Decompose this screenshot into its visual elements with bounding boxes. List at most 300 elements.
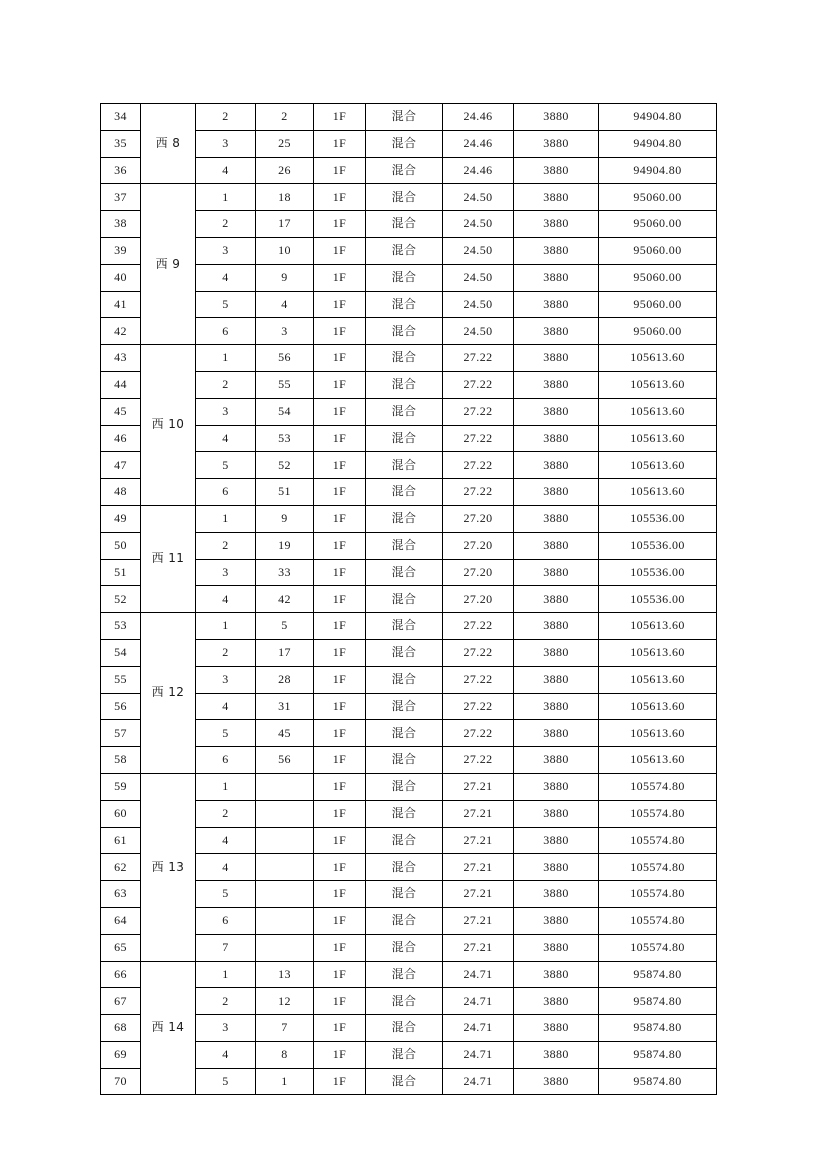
cell-unit-number: 4 xyxy=(196,693,256,720)
cell-structure-type: 混合 xyxy=(366,505,443,532)
cell-total-amount: 105574.80 xyxy=(599,800,717,827)
cell-unit-price: 3880 xyxy=(514,800,599,827)
cell-sequence-number: 55 xyxy=(101,666,141,693)
cell-area: 27.22 xyxy=(443,452,514,479)
cell-sequence-number: 41 xyxy=(101,291,141,318)
cell-total-amount: 105613.60 xyxy=(599,693,717,720)
cell-sequence-number: 62 xyxy=(101,854,141,881)
cell-unit-price: 3880 xyxy=(514,881,599,908)
table-row xyxy=(101,613,717,640)
cell-unit-number: 6 xyxy=(196,907,256,934)
cell-area: 27.22 xyxy=(443,693,514,720)
cell-sequence-number: 54 xyxy=(101,639,141,666)
cell-floor: 1F xyxy=(314,479,366,506)
cell-floor: 1F xyxy=(314,854,366,881)
cell-sequence-number: 40 xyxy=(101,264,141,291)
cell-unit-price: 3880 xyxy=(514,345,599,372)
cell-structure-type: 混合 xyxy=(366,854,443,881)
cell-unit-number: 2 xyxy=(196,211,256,238)
cell-sequence-number: 51 xyxy=(101,559,141,586)
cell-structure-type: 混合 xyxy=(366,291,443,318)
cell-sequence-number: 53 xyxy=(101,613,141,640)
cell-room-number xyxy=(256,800,314,827)
cell-total-amount: 94904.80 xyxy=(599,104,717,131)
cell-unit-number: 5 xyxy=(196,452,256,479)
building-group-cell: 西 10 xyxy=(141,345,196,506)
cell-area: 27.20 xyxy=(443,586,514,613)
cell-floor: 1F xyxy=(314,827,366,854)
cell-total-amount: 105613.60 xyxy=(599,371,717,398)
cell-sequence-number: 58 xyxy=(101,747,141,774)
cell-total-amount: 105613.60 xyxy=(599,720,717,747)
cell-area: 24.46 xyxy=(443,157,514,184)
cell-floor: 1F xyxy=(314,211,366,238)
cell-area: 27.21 xyxy=(443,827,514,854)
cell-area: 27.20 xyxy=(443,505,514,532)
cell-total-amount: 105574.80 xyxy=(599,881,717,908)
cell-area: 27.22 xyxy=(443,613,514,640)
cell-unit-number: 4 xyxy=(196,157,256,184)
cell-total-amount: 105574.80 xyxy=(599,907,717,934)
cell-sequence-number: 65 xyxy=(101,934,141,961)
cell-room-number: 56 xyxy=(256,747,314,774)
cell-room-number: 18 xyxy=(256,184,314,211)
cell-structure-type: 混合 xyxy=(366,237,443,264)
cell-floor: 1F xyxy=(314,773,366,800)
cell-unit-price: 3880 xyxy=(514,639,599,666)
cell-unit-price: 3880 xyxy=(514,211,599,238)
cell-area: 24.46 xyxy=(443,104,514,131)
cell-sequence-number: 50 xyxy=(101,532,141,559)
cell-floor: 1F xyxy=(314,693,366,720)
cell-total-amount: 95060.00 xyxy=(599,318,717,345)
cell-sequence-number: 52 xyxy=(101,586,141,613)
cell-unit-price: 3880 xyxy=(514,264,599,291)
cell-area: 24.46 xyxy=(443,130,514,157)
cell-sequence-number: 35 xyxy=(101,130,141,157)
cell-unit-price: 3880 xyxy=(514,693,599,720)
cell-area: 27.22 xyxy=(443,720,514,747)
table-row xyxy=(101,961,717,988)
cell-area: 24.50 xyxy=(443,291,514,318)
cell-floor: 1F xyxy=(314,452,366,479)
cell-sequence-number: 69 xyxy=(101,1041,141,1068)
cell-structure-type: 混合 xyxy=(366,211,443,238)
building-group-cell: 西 12 xyxy=(141,613,196,774)
cell-total-amount: 95060.00 xyxy=(599,291,717,318)
cell-sequence-number: 37 xyxy=(101,184,141,211)
cell-floor: 1F xyxy=(314,291,366,318)
cell-total-amount: 105574.80 xyxy=(599,854,717,881)
cell-unit-price: 3880 xyxy=(514,613,599,640)
cell-floor: 1F xyxy=(314,586,366,613)
cell-room-number xyxy=(256,881,314,908)
cell-unit-price: 3880 xyxy=(514,452,599,479)
cell-unit-price: 3880 xyxy=(514,854,599,881)
cell-room-number xyxy=(256,854,314,881)
cell-unit-price: 3880 xyxy=(514,237,599,264)
cell-structure-type: 混合 xyxy=(366,559,443,586)
cell-area: 27.20 xyxy=(443,559,514,586)
cell-unit-price: 3880 xyxy=(514,479,599,506)
cell-unit-price: 3880 xyxy=(514,961,599,988)
cell-unit-number: 5 xyxy=(196,1068,256,1095)
cell-structure-type: 混合 xyxy=(366,184,443,211)
cell-area: 27.20 xyxy=(443,532,514,559)
cell-total-amount: 105613.60 xyxy=(599,639,717,666)
cell-floor: 1F xyxy=(314,532,366,559)
cell-total-amount: 105574.80 xyxy=(599,827,717,854)
cell-sequence-number: 64 xyxy=(101,907,141,934)
cell-structure-type: 混合 xyxy=(366,907,443,934)
cell-total-amount: 95060.00 xyxy=(599,184,717,211)
cell-structure-type: 混合 xyxy=(366,345,443,372)
cell-structure-type: 混合 xyxy=(366,371,443,398)
cell-unit-price: 3880 xyxy=(514,907,599,934)
cell-unit-number: 4 xyxy=(196,827,256,854)
cell-total-amount: 105574.80 xyxy=(599,934,717,961)
cell-floor: 1F xyxy=(314,747,366,774)
cell-sequence-number: 56 xyxy=(101,693,141,720)
cell-sequence-number: 59 xyxy=(101,773,141,800)
cell-unit-price: 3880 xyxy=(514,130,599,157)
cell-structure-type: 混合 xyxy=(366,934,443,961)
cell-unit-number: 1 xyxy=(196,505,256,532)
cell-unit-price: 3880 xyxy=(514,666,599,693)
table-row xyxy=(101,505,717,532)
cell-room-number: 12 xyxy=(256,988,314,1015)
cell-sequence-number: 39 xyxy=(101,237,141,264)
cell-structure-type: 混合 xyxy=(366,827,443,854)
cell-total-amount: 105613.60 xyxy=(599,398,717,425)
cell-area: 24.71 xyxy=(443,1041,514,1068)
cell-floor: 1F xyxy=(314,934,366,961)
cell-unit-number: 5 xyxy=(196,720,256,747)
cell-structure-type: 混合 xyxy=(366,479,443,506)
cell-area: 27.21 xyxy=(443,934,514,961)
cell-floor: 1F xyxy=(314,237,366,264)
cell-unit-number: 1 xyxy=(196,773,256,800)
cell-structure-type: 混合 xyxy=(366,693,443,720)
cell-structure-type: 混合 xyxy=(366,800,443,827)
cell-structure-type: 混合 xyxy=(366,398,443,425)
cell-unit-number: 3 xyxy=(196,1015,256,1042)
cell-room-number: 33 xyxy=(256,559,314,586)
cell-total-amount: 95874.80 xyxy=(599,1041,717,1068)
cell-unit-price: 3880 xyxy=(514,1015,599,1042)
cell-unit-price: 3880 xyxy=(514,318,599,345)
cell-room-number xyxy=(256,827,314,854)
cell-room-number: 4 xyxy=(256,291,314,318)
cell-area: 24.71 xyxy=(443,988,514,1015)
cell-room-number: 25 xyxy=(256,130,314,157)
cell-total-amount: 105613.60 xyxy=(599,747,717,774)
cell-total-amount: 105613.60 xyxy=(599,479,717,506)
cell-unit-price: 3880 xyxy=(514,988,599,1015)
cell-total-amount: 105613.60 xyxy=(599,613,717,640)
cell-floor: 1F xyxy=(314,907,366,934)
cell-unit-number: 2 xyxy=(196,988,256,1015)
cell-area: 27.22 xyxy=(443,639,514,666)
cell-total-amount: 95874.80 xyxy=(599,988,717,1015)
cell-sequence-number: 38 xyxy=(101,211,141,238)
cell-unit-number: 2 xyxy=(196,104,256,131)
cell-total-amount: 105613.60 xyxy=(599,425,717,452)
cell-area: 27.22 xyxy=(443,398,514,425)
cell-unit-price: 3880 xyxy=(514,747,599,774)
cell-structure-type: 混合 xyxy=(366,613,443,640)
cell-unit-price: 3880 xyxy=(514,371,599,398)
cell-unit-price: 3880 xyxy=(514,532,599,559)
cell-unit-number: 3 xyxy=(196,398,256,425)
cell-floor: 1F xyxy=(314,881,366,908)
cell-room-number: 54 xyxy=(256,398,314,425)
cell-total-amount: 94904.80 xyxy=(599,157,717,184)
cell-room-number: 5 xyxy=(256,613,314,640)
cell-floor: 1F xyxy=(314,130,366,157)
cell-unit-price: 3880 xyxy=(514,827,599,854)
cell-unit-number: 6 xyxy=(196,479,256,506)
cell-unit-price: 3880 xyxy=(514,398,599,425)
cell-unit-price: 3880 xyxy=(514,1041,599,1068)
cell-floor: 1F xyxy=(314,800,366,827)
cell-structure-type: 混合 xyxy=(366,881,443,908)
cell-area: 27.22 xyxy=(443,747,514,774)
cell-area: 27.22 xyxy=(443,666,514,693)
cell-unit-number: 5 xyxy=(196,291,256,318)
cell-structure-type: 混合 xyxy=(366,532,443,559)
cell-area: 24.71 xyxy=(443,1068,514,1095)
building-group-cell: 西 8 xyxy=(141,104,196,184)
cell-floor: 1F xyxy=(314,1068,366,1095)
cell-floor: 1F xyxy=(314,398,366,425)
cell-floor: 1F xyxy=(314,720,366,747)
cell-sequence-number: 47 xyxy=(101,452,141,479)
cell-sequence-number: 67 xyxy=(101,988,141,1015)
cell-structure-type: 混合 xyxy=(366,988,443,1015)
cell-room-number xyxy=(256,907,314,934)
cell-structure-type: 混合 xyxy=(366,720,443,747)
cell-floor: 1F xyxy=(314,345,366,372)
cell-unit-number: 7 xyxy=(196,934,256,961)
cell-area: 27.22 xyxy=(443,425,514,452)
cell-unit-number: 2 xyxy=(196,639,256,666)
cell-unit-number: 4 xyxy=(196,425,256,452)
cell-floor: 1F xyxy=(314,104,366,131)
cell-area: 24.50 xyxy=(443,184,514,211)
cell-floor: 1F xyxy=(314,157,366,184)
cell-unit-number: 4 xyxy=(196,586,256,613)
cell-floor: 1F xyxy=(314,505,366,532)
cell-area: 24.50 xyxy=(443,318,514,345)
cell-sequence-number: 34 xyxy=(101,104,141,131)
cell-room-number: 7 xyxy=(256,1015,314,1042)
cell-total-amount: 94904.80 xyxy=(599,130,717,157)
cell-area: 27.21 xyxy=(443,881,514,908)
cell-unit-number: 2 xyxy=(196,532,256,559)
cell-structure-type: 混合 xyxy=(366,961,443,988)
cell-unit-price: 3880 xyxy=(514,586,599,613)
cell-unit-number: 1 xyxy=(196,184,256,211)
cell-unit-number: 6 xyxy=(196,747,256,774)
building-group-cell: 西 14 xyxy=(141,961,196,1095)
cell-room-number: 8 xyxy=(256,1041,314,1068)
cell-floor: 1F xyxy=(314,1015,366,1042)
table-row xyxy=(101,104,717,131)
cell-floor: 1F xyxy=(314,639,366,666)
cell-floor: 1F xyxy=(314,961,366,988)
cell-sequence-number: 68 xyxy=(101,1015,141,1042)
cell-total-amount: 105613.60 xyxy=(599,666,717,693)
cell-structure-type: 混合 xyxy=(366,586,443,613)
cell-unit-price: 3880 xyxy=(514,1068,599,1095)
cell-floor: 1F xyxy=(314,318,366,345)
cell-area: 27.22 xyxy=(443,371,514,398)
cell-structure-type: 混合 xyxy=(366,1015,443,1042)
building-group-cell: 西 11 xyxy=(141,505,196,612)
cell-unit-number: 3 xyxy=(196,237,256,264)
cell-structure-type: 混合 xyxy=(366,425,443,452)
table-body xyxy=(101,104,717,1095)
cell-room-number: 51 xyxy=(256,479,314,506)
cell-unit-number: 4 xyxy=(196,264,256,291)
cell-unit-price: 3880 xyxy=(514,425,599,452)
cell-area: 24.71 xyxy=(443,961,514,988)
cell-structure-type: 混合 xyxy=(366,1068,443,1095)
cell-floor: 1F xyxy=(314,1041,366,1068)
cell-total-amount: 105574.80 xyxy=(599,773,717,800)
cell-total-amount: 105536.00 xyxy=(599,532,717,559)
cell-total-amount: 95060.00 xyxy=(599,264,717,291)
cell-room-number xyxy=(256,934,314,961)
cell-unit-price: 3880 xyxy=(514,184,599,211)
cell-room-number: 52 xyxy=(256,452,314,479)
cell-unit-price: 3880 xyxy=(514,773,599,800)
cell-sequence-number: 42 xyxy=(101,318,141,345)
cell-total-amount: 95060.00 xyxy=(599,211,717,238)
cell-room-number xyxy=(256,773,314,800)
cell-room-number: 3 xyxy=(256,318,314,345)
cell-floor: 1F xyxy=(314,371,366,398)
cell-unit-number: 3 xyxy=(196,666,256,693)
table-row xyxy=(101,184,717,211)
cell-total-amount: 105613.60 xyxy=(599,452,717,479)
cell-area: 27.21 xyxy=(443,773,514,800)
cell-structure-type: 混合 xyxy=(366,639,443,666)
cell-room-number: 10 xyxy=(256,237,314,264)
cell-unit-number: 1 xyxy=(196,961,256,988)
cell-room-number: 45 xyxy=(256,720,314,747)
cell-sequence-number: 61 xyxy=(101,827,141,854)
cell-sequence-number: 63 xyxy=(101,881,141,908)
cell-sequence-number: 44 xyxy=(101,371,141,398)
cell-area: 24.50 xyxy=(443,211,514,238)
cell-room-number: 42 xyxy=(256,586,314,613)
cell-area: 27.21 xyxy=(443,854,514,881)
cell-floor: 1F xyxy=(314,988,366,1015)
cell-unit-number: 3 xyxy=(196,559,256,586)
building-group-cell: 西 9 xyxy=(141,184,196,345)
table-row xyxy=(101,345,717,372)
cell-unit-number: 4 xyxy=(196,854,256,881)
cell-structure-type: 混合 xyxy=(366,157,443,184)
cell-total-amount: 105613.60 xyxy=(599,345,717,372)
table-row xyxy=(101,773,717,800)
cell-room-number: 9 xyxy=(256,264,314,291)
cell-sequence-number: 66 xyxy=(101,961,141,988)
cell-unit-number: 1 xyxy=(196,613,256,640)
cell-sequence-number: 70 xyxy=(101,1068,141,1095)
cell-room-number: 13 xyxy=(256,961,314,988)
cell-sequence-number: 43 xyxy=(101,345,141,372)
cell-structure-type: 混合 xyxy=(366,264,443,291)
building-group-cell: 西 13 xyxy=(141,773,196,961)
cell-room-number: 19 xyxy=(256,532,314,559)
cell-unit-number: 3 xyxy=(196,130,256,157)
cell-structure-type: 混合 xyxy=(366,104,443,131)
cell-area: 24.50 xyxy=(443,264,514,291)
cell-floor: 1F xyxy=(314,184,366,211)
cell-structure-type: 混合 xyxy=(366,773,443,800)
cell-area: 27.22 xyxy=(443,479,514,506)
cell-room-number: 56 xyxy=(256,345,314,372)
cell-unit-price: 3880 xyxy=(514,157,599,184)
cell-room-number: 26 xyxy=(256,157,314,184)
cell-area: 24.71 xyxy=(443,1015,514,1042)
cell-room-number: 17 xyxy=(256,211,314,238)
cell-unit-number: 1 xyxy=(196,345,256,372)
cell-total-amount: 95060.00 xyxy=(599,237,717,264)
cell-unit-number: 2 xyxy=(196,800,256,827)
cell-sequence-number: 48 xyxy=(101,479,141,506)
cell-floor: 1F xyxy=(314,425,366,452)
cell-room-number: 1 xyxy=(256,1068,314,1095)
cell-room-number: 17 xyxy=(256,639,314,666)
cell-area: 27.22 xyxy=(443,345,514,372)
cell-room-number: 53 xyxy=(256,425,314,452)
cell-total-amount: 95874.80 xyxy=(599,1068,717,1095)
cell-total-amount: 105536.00 xyxy=(599,559,717,586)
cell-room-number: 2 xyxy=(256,104,314,131)
cell-floor: 1F xyxy=(314,666,366,693)
cell-sequence-number: 60 xyxy=(101,800,141,827)
cell-unit-number: 5 xyxy=(196,881,256,908)
cell-structure-type: 混合 xyxy=(366,318,443,345)
cell-structure-type: 混合 xyxy=(366,130,443,157)
cell-total-amount: 95874.80 xyxy=(599,1015,717,1042)
cell-unit-price: 3880 xyxy=(514,934,599,961)
cell-room-number: 55 xyxy=(256,371,314,398)
property-listing-table xyxy=(100,103,717,1095)
cell-structure-type: 混合 xyxy=(366,1041,443,1068)
cell-sequence-number: 36 xyxy=(101,157,141,184)
cell-unit-price: 3880 xyxy=(514,505,599,532)
cell-unit-number: 4 xyxy=(196,1041,256,1068)
cell-sequence-number: 46 xyxy=(101,425,141,452)
cell-unit-price: 3880 xyxy=(514,291,599,318)
cell-room-number: 28 xyxy=(256,666,314,693)
cell-unit-number: 2 xyxy=(196,371,256,398)
cell-unit-price: 3880 xyxy=(514,559,599,586)
cell-sequence-number: 49 xyxy=(101,505,141,532)
cell-total-amount: 105536.00 xyxy=(599,505,717,532)
cell-room-number: 31 xyxy=(256,693,314,720)
cell-sequence-number: 45 xyxy=(101,398,141,425)
cell-floor: 1F xyxy=(314,613,366,640)
cell-room-number: 9 xyxy=(256,505,314,532)
cell-structure-type: 混合 xyxy=(366,452,443,479)
cell-unit-price: 3880 xyxy=(514,720,599,747)
